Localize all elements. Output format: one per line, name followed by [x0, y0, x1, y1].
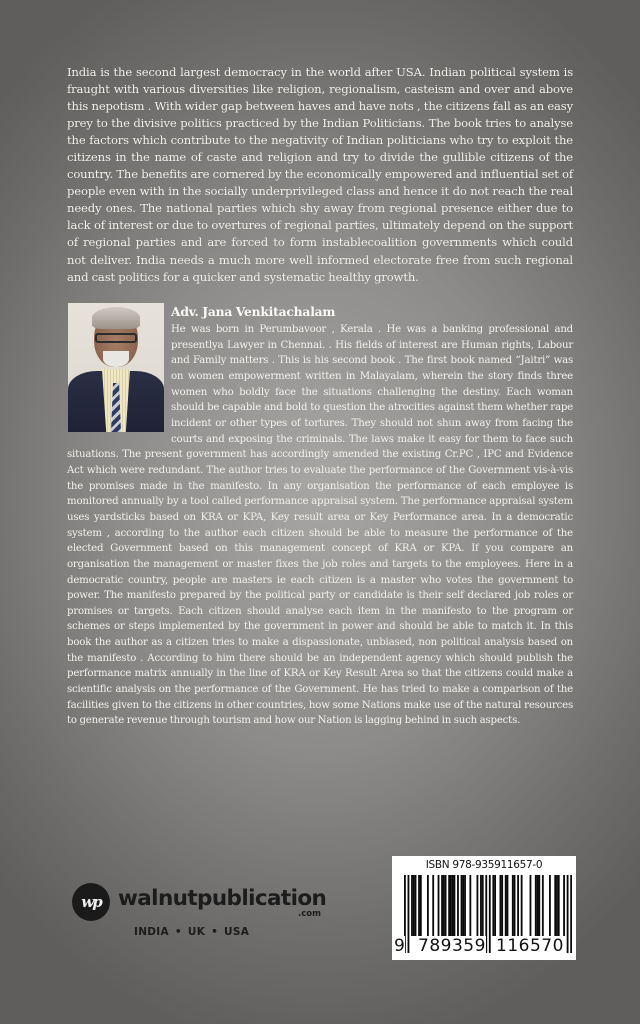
barcode-bar: [563, 875, 565, 936]
barcode-bar: [507, 875, 509, 936]
isbn-label: ISBN 978-935911657-0: [425, 859, 543, 871]
isbn-digit-first: 9: [394, 936, 406, 956]
barcode-bar: [415, 875, 417, 936]
barcode-bar: [432, 875, 434, 936]
barcode-bar: [554, 875, 556, 936]
barcode-bar: [570, 875, 572, 953]
barcode-bar: [418, 875, 420, 936]
publisher-locations: INDIA • UK • USA: [134, 926, 250, 938]
publisher-name: walnutpublication: [118, 886, 327, 911]
barcode-bar: [482, 875, 484, 936]
barcode-bar: [530, 875, 532, 936]
barcode-bar: [408, 875, 410, 953]
barcode-bar: [411, 875, 413, 936]
barcode-bar: [480, 875, 482, 936]
barcode-bar: [535, 875, 537, 936]
barcode-bar: [457, 875, 459, 936]
barcode-bar: [452, 875, 454, 936]
barcode-bar: [441, 875, 443, 936]
barcode-bar: [461, 875, 463, 936]
barcode-bar: [537, 875, 539, 936]
barcode-bar: [514, 875, 516, 936]
barcode-bar: [494, 875, 496, 936]
barcode-bar: [505, 875, 507, 936]
barcode-bar: [517, 875, 519, 936]
author-name: Adv. Jana Venkitachalam: [171, 304, 336, 319]
barcode-bar: [477, 875, 479, 936]
barcode-bar: [521, 875, 523, 936]
barcode-bar: [501, 875, 503, 936]
barcode-bar: [499, 875, 501, 936]
barcode-bar: [413, 875, 415, 936]
barcode-bar: [438, 875, 440, 936]
barcode-bar: [542, 875, 544, 936]
barcode-bar: [443, 875, 445, 936]
author-section: [67, 303, 573, 729]
barcode-bar: [538, 875, 540, 936]
barcode-bar: [454, 875, 456, 936]
publisher-domain: .com: [298, 909, 321, 919]
barcode-bar: [492, 875, 494, 936]
barcode-bar: [464, 875, 466, 936]
barcode-bar: [450, 875, 452, 936]
barcode-bar: [420, 875, 422, 936]
barcode-bar: [469, 875, 471, 936]
publisher-logo-block: [72, 883, 332, 953]
author-bio: He was born in Perumbavoor , Kerala . He was a banking professional and presentlya Lawyer in Chennai. . His fields of interest are Human rights, Labour and Family matters . This is his second book . The first book named “Jaitri” was on women empowerment written in Malayalam, wherein the story finds three women who boldly face the situations challenging the destiny. Each woman should be capable and bold to question the atrocities against them whether rape incident or other types of tortures. They should not shun away from facing the courts and exposing the criminals. The laws make it easy for them to face such situations. The present government has accordingly amended the existing Cr.PC , IPC and Evidence Act which were redundant. The author tries to evaluate the performance of the Government vis-à-vis the promises made in the manifesto. In any organisation the performance of each employee is monitored annually by a tool called performance appraisal system. The performance appraisal system uses yardsticks based on KRA or KPA, Key result area or Key Performance area. In a democratic system , according to the author each citizen should be able to measure the performance of the elected Government based on this management concept of KRA or KPA. If you compare an organisation the management or master fixes the job roles and targets to the employees. Here in a democratic country, people are masters ie each citizen is a master who votes the government to power. The manifesto prepared by the political party or candidate is their self declared job roles or promises or targets. Each citizen should analyse each item in the manifesto to the program or schemes or steps implemented by the government in power and should be able to match it. In this book the author as a citizen tries to make a dispassionate, unbiased, non political analysis based on the manifesto . According to him there should be an independent agency which should publish the performance matrix annually in the line of KRA or Key Result Area so that the citizens could make a scientific analysis on the performance of the Government. He has tried to make a comparison of the facilities given to the citizens in other countries, how some Nations make use of the natural resources to generate revenue through tourism and how our Nation is lagging behind in such aspects.: [67, 324, 573, 727]
barcode-bar: [448, 875, 450, 936]
author-photo: [68, 303, 164, 432]
isbn-barcode: [392, 856, 576, 960]
barcode-bar: [558, 875, 560, 936]
barcode-bar: [489, 875, 491, 953]
barcode-bar: [567, 875, 569, 953]
back-cover-blurb: India is the second largest democracy in the world after USA. Indian political system is fraught with various diversities like religion, regionalism, casteism and over and above this nepotism . With wider gap between haves and have nots , the citizens fall as an easy prey to the divisive politics practiced by the Indian Politicians. The book tries to analyse the factors which contribute to the negativity of Indian politicians who try to exploit the citizens in the name of caste and religion and try to divide the gullible citizens of the country. The benefits are cornered by the economically empowered and influential set of people even with in the socially underprivileged class and hence it do not reach the real needy ones. The national parties which shy away from regional presence either due to lack of interest or due to overtures of regional parties, ultimately depend on the support of regional parties and are forced to form instablecoalition governments which could not deliver. India needs a much more well informed electorate free from such regional and cast politics for a quicker and systematic healthy growth.: [67, 65, 573, 284]
barcode-bar: [556, 875, 558, 936]
isbn-digits-right: 116570: [496, 936, 564, 956]
barcode-bar: [462, 875, 464, 936]
barcode-bar: [512, 875, 514, 936]
barcode-bar: [427, 875, 429, 936]
barcode-bar: [445, 875, 447, 936]
walnut-logo-icon: wp: [72, 883, 110, 921]
isbn-digits-left: 789359: [418, 936, 486, 956]
barcode-bar: [549, 875, 551, 936]
